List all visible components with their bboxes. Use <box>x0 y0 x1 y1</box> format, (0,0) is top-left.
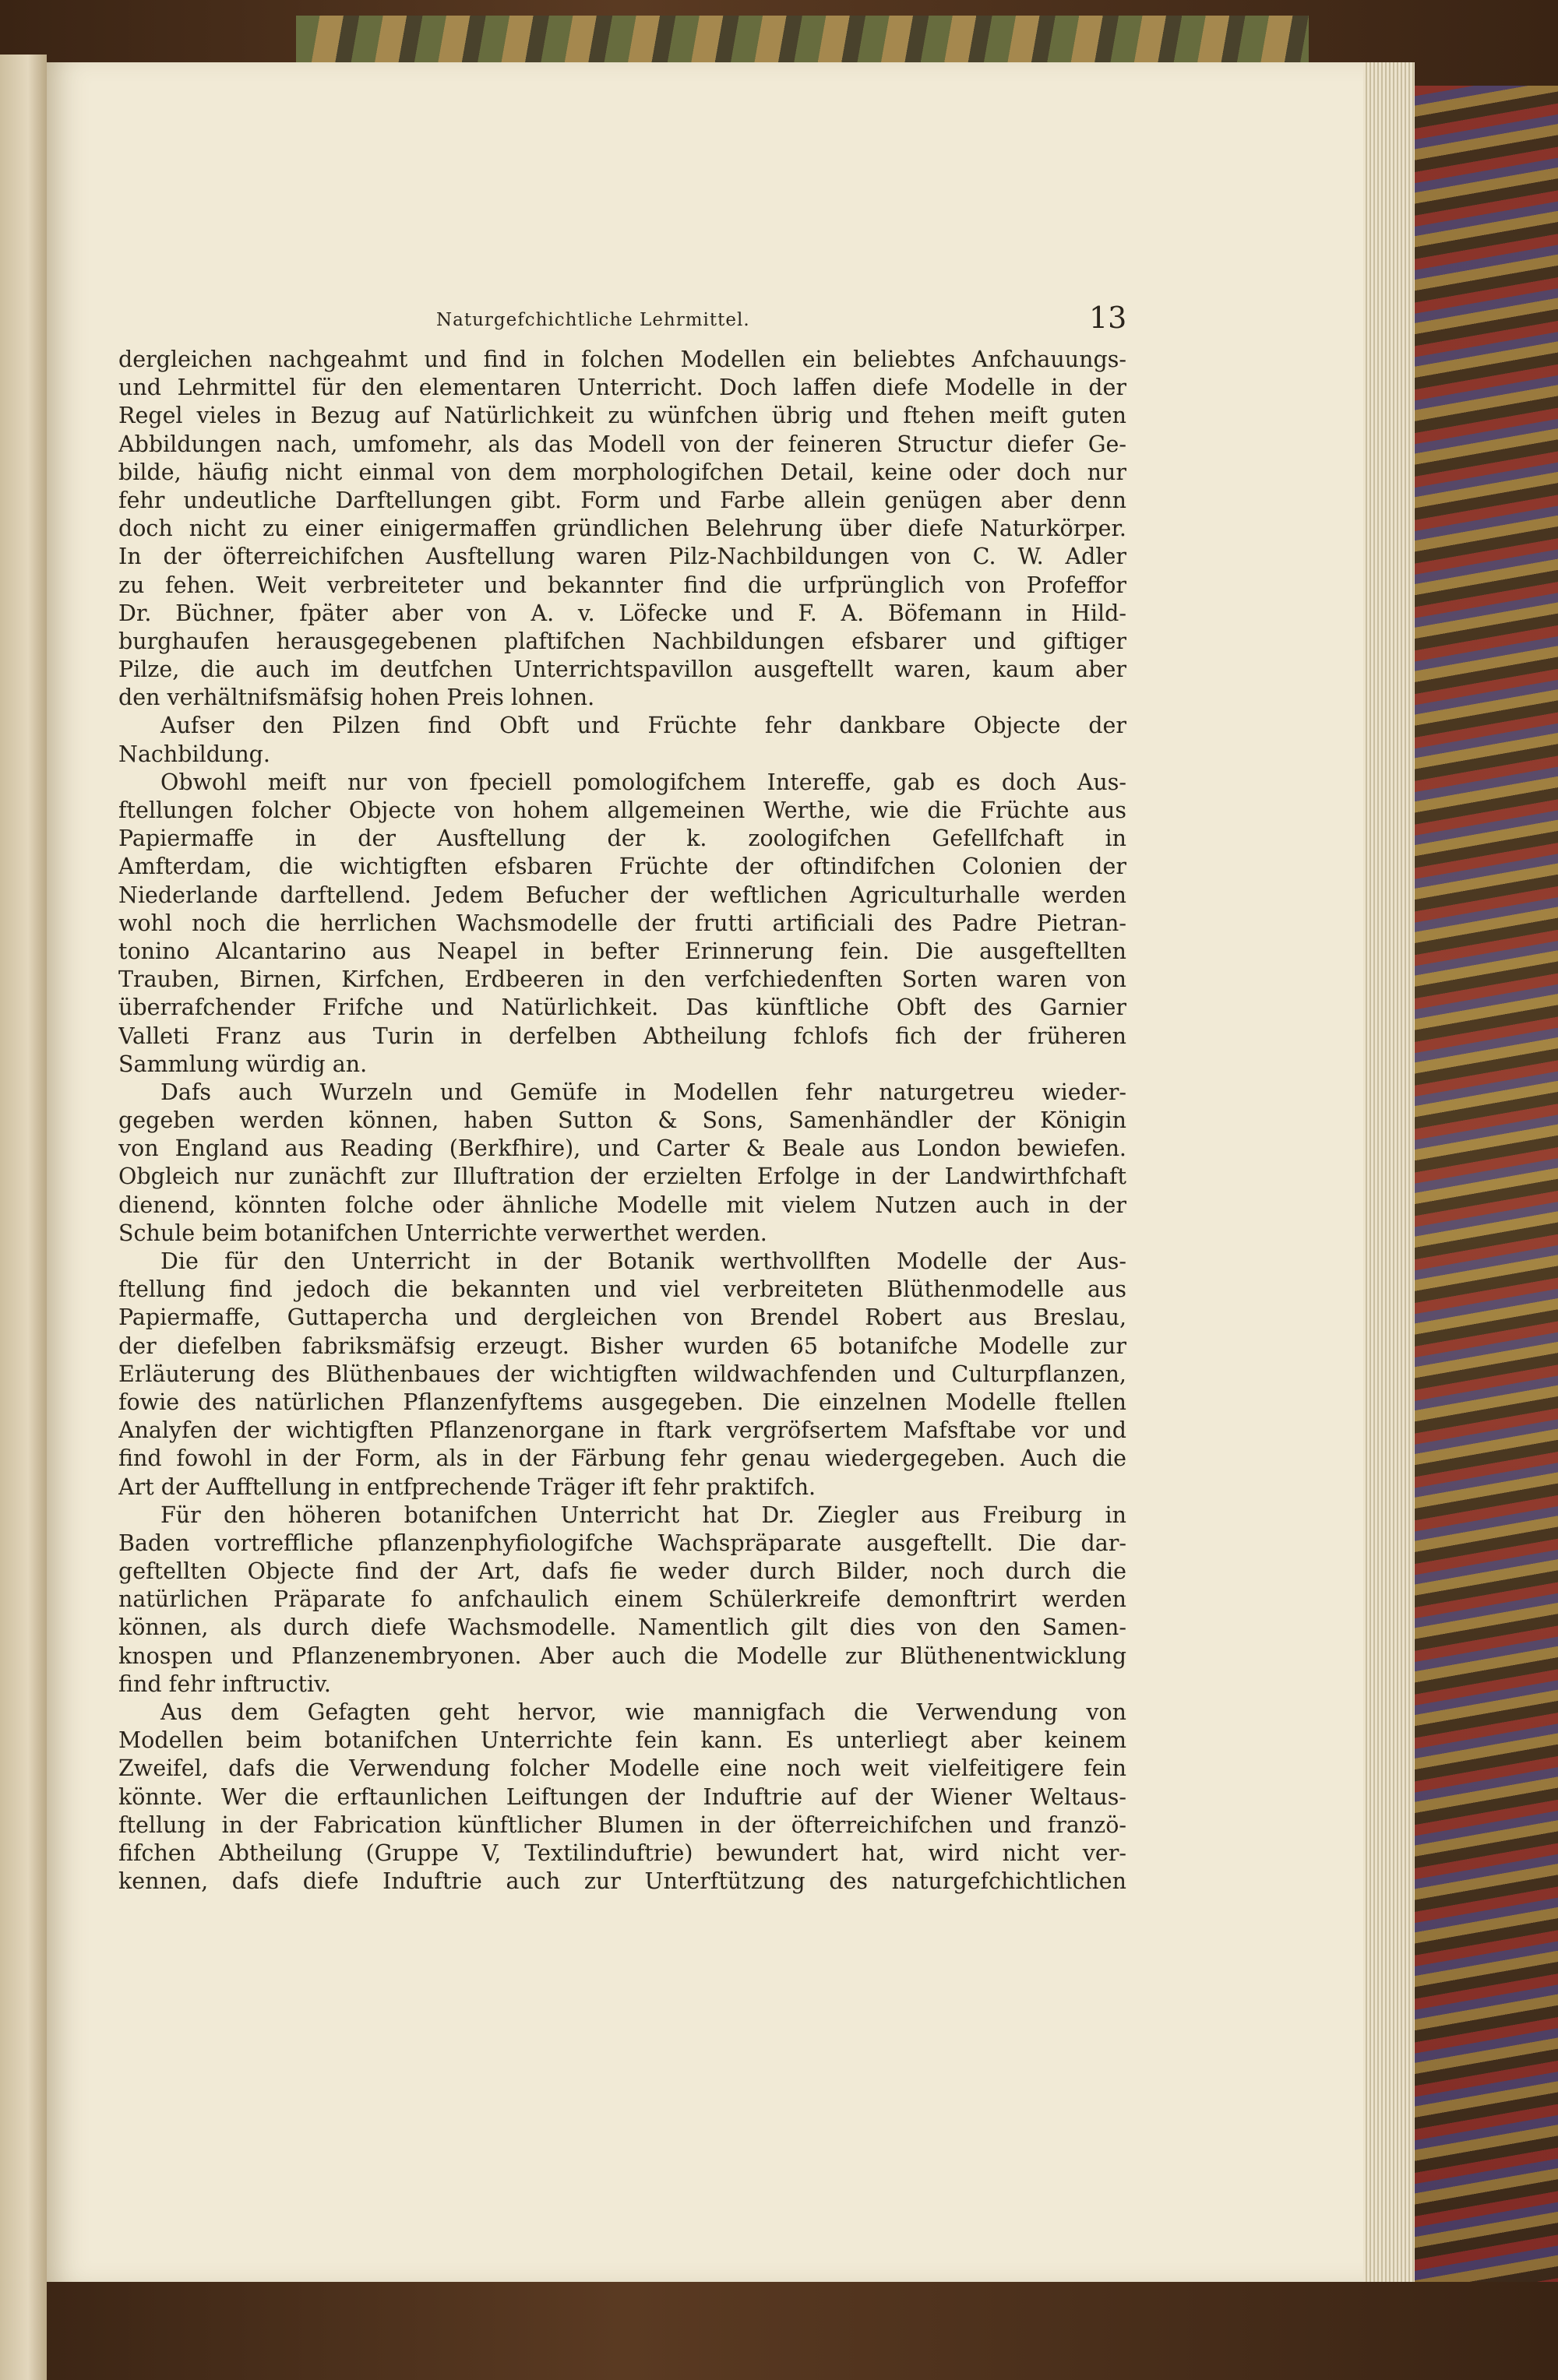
text-line: Dafs auch Wurzeln und Gemüfe in Modellen fehr naturgetreu wieder- <box>160 1079 1126 1105</box>
text-line: ftellungen folcher Objecte von hohem allgemeinen Werthe, wie die Früchte aus <box>118 797 1126 823</box>
text-line: doch nicht zu einer einigermaffen gründlichen Belehrung über diefe Naturkörper. <box>118 516 1126 542</box>
text-line: kennen, dafs diefe Induftrie auch zur Unterftützung des naturgefchichtlichen <box>118 1868 1126 1895</box>
facing-page-edge <box>0 55 47 2380</box>
text-line: Regel vieles in Bezug auf Natürlichkeit zu wünfchen übrig und ftehen meift guten <box>118 403 1126 429</box>
text-line: von England aus Reading (Berkfhire), und Carter & Beale aus London bewiefen. <box>118 1135 1126 1162</box>
text-line: dergleichen nachgeahmt und find in folchen Modellen ein beliebtes Anfchauungs- <box>118 347 1126 372</box>
page-edges <box>1355 62 1415 2282</box>
text-line: Modellen beim botanifchen Unterrichte fein kann. Es unterliegt aber keinem <box>118 1727 1126 1754</box>
text-line: fehr undeutliche Darftellungen gibt. Form und Farbe allein genügen aber denn <box>118 487 1126 513</box>
text-line: Pilze, die auch im deutfchen Unterrichtspavillon ausgeftellt waren, kaum aber <box>118 657 1126 683</box>
text-line: Trauben, Birnen, Kirfchen, Erdbeeren in den verfchiedenften Sorten waren von <box>118 966 1126 993</box>
text-line: der diefelben fabriksmäfsig erzeugt. Bisher wurden 65 botanifche Modelle zur <box>118 1333 1126 1359</box>
text-line: Nachbildung. <box>118 741 270 767</box>
marbled-endpaper <box>1412 86 1558 2282</box>
text-line: ftellung in der Fabrication künftlicher Blumen in der öfterreichifchen und franzö- <box>118 1811 1126 1838</box>
text-line: Erläuterung des Blüthenbaues der wichtigften wildwachfenden und Culturpflanzen, <box>118 1361 1126 1387</box>
text-line: Baden vortreffliche pflanzenphyfiologifche Wachspräparate ausgeftellt. Die dar- <box>118 1530 1126 1556</box>
text-line: find fehr inftructiv. <box>118 1671 331 1697</box>
text-line: Aus dem Gefagten geht hervor, wie mannigfach die Verwendung von <box>160 1699 1126 1725</box>
text-line: burghaufen herausgegebenen plaftifchen Nachbildungen efsbarer und giftiger <box>118 628 1126 654</box>
text-line: geftellten Objecte find der Art, dafs fie weder durch Bilder, noch durch die <box>118 1558 1126 1585</box>
text-line: Niederlande darftellend. Jedem Befucher der weftlichen Agriculturhalle werden <box>118 882 1126 908</box>
text-line: find fowohl in der Form, als in der Färbung fehr genau wiedergegeben. Auch die <box>118 1445 1126 1472</box>
text-line: Schule beim botanifchen Unterrichte verwerthet werden. <box>118 1220 767 1246</box>
text-line: Die für den Unterricht in der Botanik werthvollften Modelle der Aus- <box>160 1248 1126 1274</box>
text-line: natürlichen Präparate fo anfchaulich einem Schülerkreife demonftrirt werden <box>118 1586 1126 1613</box>
text-line: knospen und Pflanzenembryonen. Aber auch die Modelle zur Blüthenentwicklung <box>118 1642 1126 1669</box>
text-line: bilde, häufig nicht einmal von dem morphologifchen Detail, keine oder doch nur <box>118 459 1126 485</box>
text-line: Für den höheren botanifchen Unterricht hat Dr. Ziegler aus Freiburg in <box>160 1502 1126 1528</box>
text-line: Obwohl meift nur von fpeciell pomologifchem Intereffe, gab es doch Aus- <box>160 769 1126 795</box>
text-line: zu fehen. Weit verbreiteter und bekannter find die urfprünglich von Profeffor <box>118 572 1126 598</box>
body-text <box>118 346 1126 1896</box>
text-line: Valleti Franz aus Turin in derfelben Abtheilung fchlofs fich der früheren <box>118 1023 1126 1049</box>
text-line: Sammlung würdig an. <box>118 1051 368 1077</box>
text-line: tonino Alcantarino aus Neapel in befter Erinnerung fein. Die ausgeftellten <box>118 938 1126 964</box>
page-number: 13 <box>1089 301 1127 335</box>
text-line: Papiermaffe in der Ausftellung der k. zoologifchen Gefellfchaft in <box>118 826 1126 852</box>
text-line: Art der Aufftellung in entfprechende Träger ift fehr praktifch. <box>118 1473 816 1500</box>
text-line: den verhältnifsmäfsig hohen Preis lohnen. <box>118 685 595 711</box>
text-line: fowie des natürlichen Pflanzenfyftems ausgegeben. Die einzelnen Modelle ftellen <box>118 1389 1126 1415</box>
text-line: In der öfterreichifchen Ausftellung waren Pilz-Nachbildungen von C. W. Adler <box>118 544 1126 570</box>
text-line: und Lehrmittel für den elementaren Unterricht. Doch laffen diefe Modelle in der <box>118 375 1126 401</box>
text-line: Zweifel, dafs die Verwendung folcher Modelle eine noch weit vielfeitigere fein <box>118 1755 1126 1782</box>
text-line: überrafchender Frifche und Natürlichkeit. Das künftliche Obft des Garnier <box>118 995 1126 1021</box>
text-line: Abbildungen nach, umfomehr, als das Modell von der feineren Structur diefer Ge- <box>118 431 1126 457</box>
text-line: Analyfen der wichtigften Pflanzenorgane in ftark vergröfsertem Mafsftabe vor und <box>118 1417 1126 1444</box>
text-line: wohl noch die herrlichen Wachsmodelle der frutti artificiali des Padre Pietran- <box>118 910 1126 936</box>
text-line: Aufser den Pilzen find Obft und Früchte fehr dankbare Objecte der <box>160 713 1126 739</box>
text-line: Obgleich nur zunächft zur Illuftration der erzielten Erfolge in der Landwirthfchaft <box>118 1164 1126 1190</box>
running-head: Naturgefchichtliche Lehrmittel. <box>436 310 750 330</box>
text-line: Papiermaffe, Guttapercha und dergleichen von Brendel Robert aus Breslau, <box>118 1304 1126 1331</box>
text-line: dienend, könnten folche oder ähnliche Modelle mit vielem Nutzen auch in der <box>118 1192 1126 1218</box>
text-line: fifchen Abtheilung (Gruppe V, Textilinduftrie) bewundert hat, wird nicht ver- <box>118 1840 1126 1866</box>
text-line: können, als durch diefe Wachsmodelle. Namentlich gilt dies von den Samen- <box>118 1614 1126 1641</box>
text-line: gegeben werden können, haben Sutton & Sons, Samenhändler der Königin <box>118 1107 1126 1134</box>
text-line: Dr. Büchner, fpäter aber von A. v. Löfecke und F. A. Böfemann in Hild- <box>118 600 1126 626</box>
text-line: Amfterdam, die wichtigften efsbaren Früchte der oftindifchen Colonien der <box>118 854 1126 880</box>
text-line: ftellung find jedoch die bekannten und viel verbreiteten Blüthenmodelle aus <box>118 1276 1126 1303</box>
text-line: könnte. Wer die erftaunlichen Leiftungen der Induftrie auf der Wiener Weltaus- <box>118 1783 1126 1810</box>
